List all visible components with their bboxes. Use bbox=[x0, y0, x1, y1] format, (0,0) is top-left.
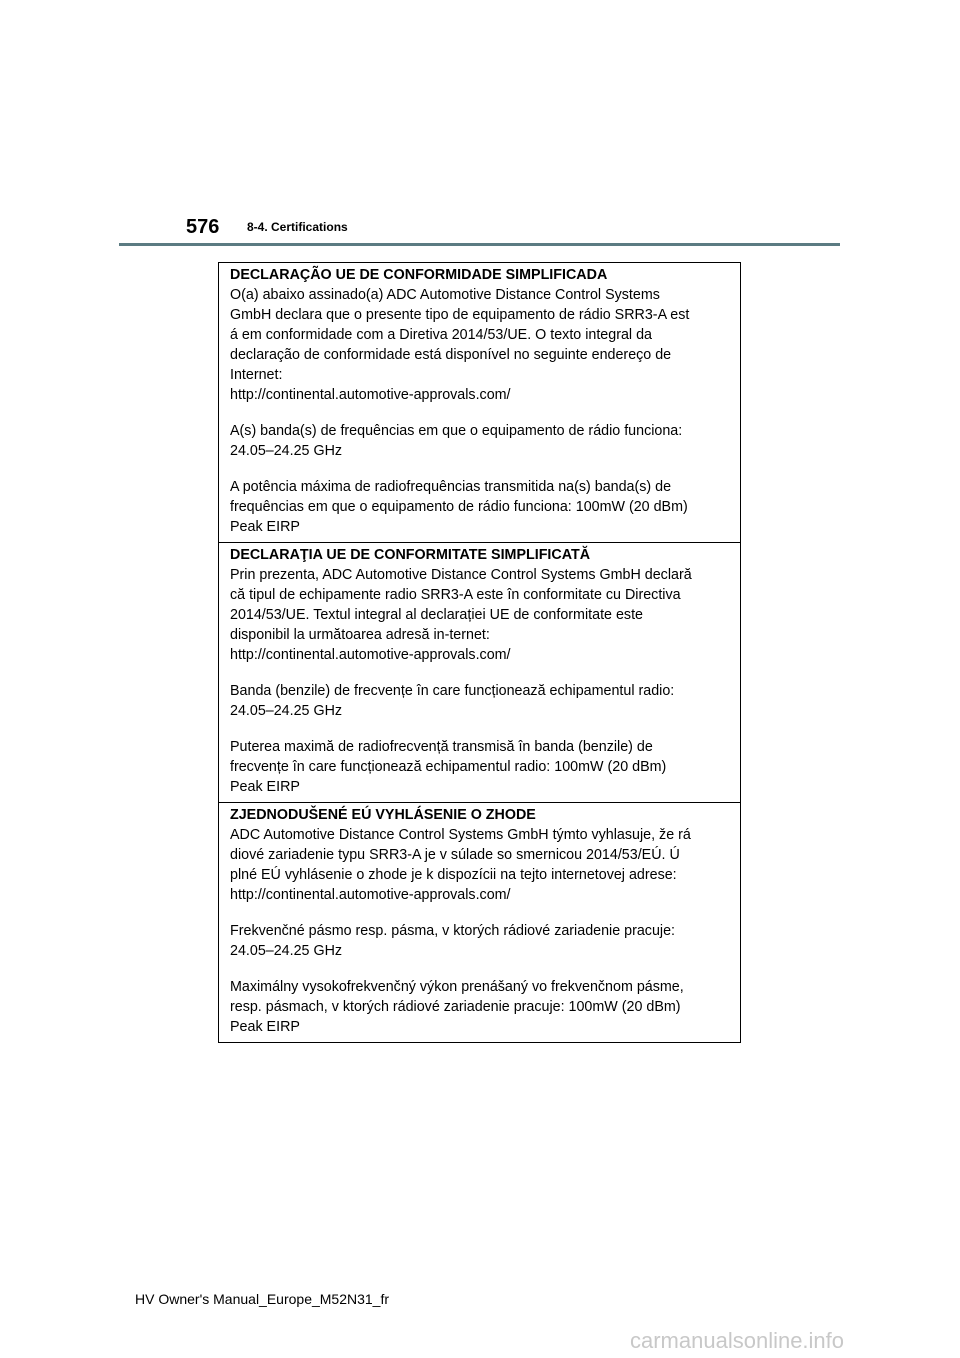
declaration-text: Prin prezenta, ADC Automotive Distance Control Systems GmbH declară că tipul de echipamente radio SRR3-A este în conformitate cu Directiva 2014/53/UE. Textul integral al declarației UE de conformitate este disponibil la următoarea adresă in-ternet: http://continental.automotive-approvals.com/ bbox=[230, 567, 692, 663]
declaration-text: ADC Automotive Distance Control Systems GmbH týmto vyhlasuje, že rá diové zariadenie typu SRR3-A je v súlade so smernicou 2014/53/EÚ. Ú plné EÚ vyhlásenie o zhode je k dispozícii na tejto internetovej adrese: http://continental.automotive-approvals.com/ bbox=[230, 827, 691, 903]
declaration-url: http://continental.automotive-approvals.com/ bbox=[230, 387, 511, 403]
page-number: 576 bbox=[186, 216, 220, 238]
cert-cell-romanian bbox=[219, 542, 740, 802]
declaration-url: http://continental.automotive-approvals.com/ bbox=[230, 887, 511, 903]
cert-cell-slovak bbox=[219, 802, 740, 1042]
header-rule bbox=[119, 243, 840, 246]
cert-title: DECLARAŢIA UE DE CONFORMITATE SIMPLIFICATĂ bbox=[230, 547, 591, 563]
frequency-band-text: Banda (benzile) de frecvențe în care funcționează echipamentul radio: 24.05–24.25 GHz bbox=[230, 683, 675, 719]
frequency-band-text: Frekvenčné pásmo resp. pásma, v ktorých rádiové zariadenie pracuje: 24.05–24.25 GHz bbox=[230, 923, 676, 959]
max-power-text: Maximálny vysokofrekvenčný výkon prenášaný vo frekvenčnom pásme, resp. pásmach, v ktorých rádiové zariadenie pracuje: 100mW (20 dBm) Peak EIRP bbox=[230, 979, 684, 1035]
declaration-url: http://continental.automotive-approvals.com/ bbox=[230, 647, 511, 663]
watermark: carmanualsonline.info bbox=[630, 1328, 845, 1353]
cert-title: ZJEDNODUŠENÉ EÚ VYHLÁSENIE O ZHODE bbox=[230, 807, 536, 823]
frequency-band-text: A(s) banda(s) de frequências em que o equipamento de rádio funciona: 24.05–24.25 GHz bbox=[230, 423, 683, 459]
section-header: 8-4. Certifications bbox=[247, 220, 348, 234]
certification-table bbox=[218, 262, 741, 1043]
cert-cell-portuguese bbox=[219, 263, 740, 542]
footer-manual-id: HV Owner's Manual_Europe_M52N31_fr bbox=[135, 1291, 390, 1307]
max-power-text: A potência máxima de radiofrequências transmitida na(s) banda(s) de frequências em que o equipamento de rádio funciona: 100mW (20 dBm) Peak EIRP bbox=[230, 479, 688, 535]
declaration-text: O(a) abaixo assinado(a) ADC Automotive Distance Control Systems GmbH declara que o presente tipo de equipamento de rádio SRR3-A est á em conformidade com a Diretiva 2014/53/UE. O texto integral da declaração de conformidade está disponível no seguinte endereço de Internet: http://continental.automotive-approvals.com/ bbox=[230, 287, 690, 403]
cert-title: DECLARAÇÃO UE DE CONFORMIDADE SIMPLIFICADA bbox=[230, 267, 608, 283]
max-power-text: Puterea maximă de radiofrecvență transmisă în banda (benzile) de frecvențe în care funcționează echipamentul radio: 100mW (20 dBm) Peak EIRP bbox=[230, 739, 667, 795]
